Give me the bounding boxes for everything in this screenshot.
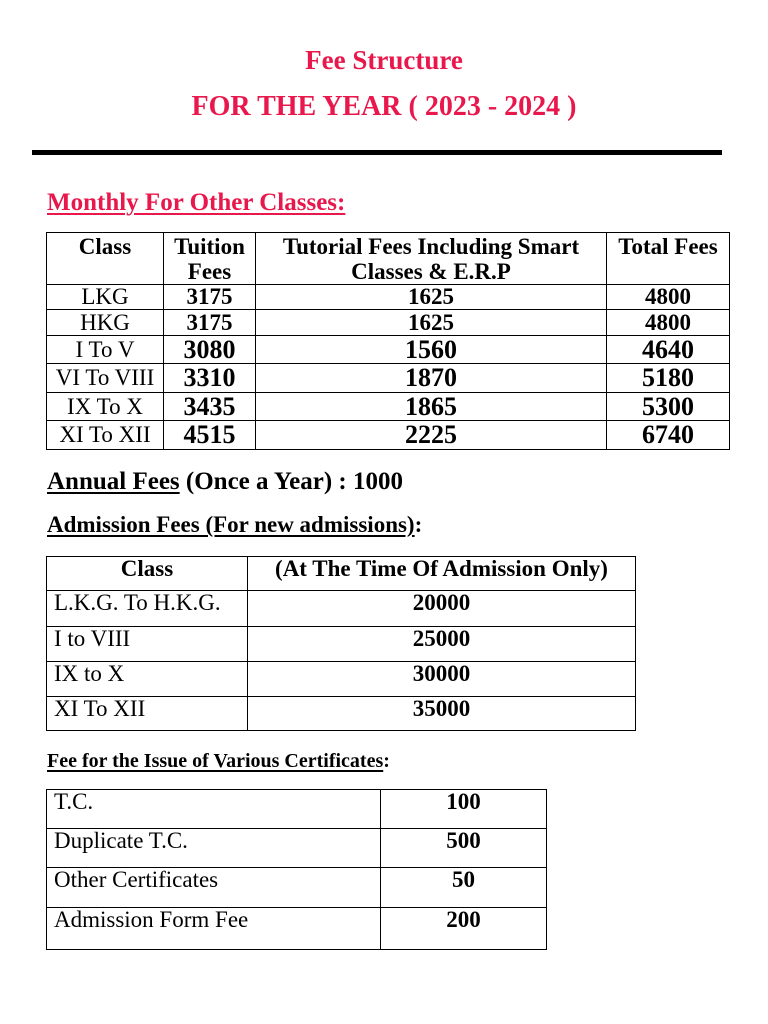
document-title: Fee Structure xyxy=(305,45,463,75)
class-cell: I To V xyxy=(47,336,164,364)
certificate-fees-heading-label: Fee for the Issue of Various Certificates xyxy=(47,750,384,772)
class-cell: I to VIII xyxy=(47,627,248,662)
certificate-fees-heading xyxy=(47,748,390,774)
certificate-fees-heading-colon: : xyxy=(383,750,390,772)
column-header-class: Class xyxy=(47,557,248,591)
class-cell: L.K.G. To H.K.G. xyxy=(47,591,248,627)
certificate-fee-cell: 50 xyxy=(381,868,547,908)
class-cell: IX To X xyxy=(47,393,164,421)
total-fee-cell: 5300 xyxy=(607,393,730,421)
certificate-item-cell: Duplicate T.C. xyxy=(47,829,381,868)
annual-fees-detail: (Once a Year) : 1000 xyxy=(185,468,403,495)
column-header-tuition-fees: Tuition Fees xyxy=(164,233,256,285)
admission-fee-cell: 35000 xyxy=(248,697,636,731)
certificate-item-cell: T.C. xyxy=(47,790,381,829)
certificate-fee-cell: 100 xyxy=(381,790,547,829)
certificate-item-cell: Other Certificates xyxy=(47,868,381,908)
admission-fees-heading xyxy=(47,511,422,539)
column-header-admission-fee: (At The Time Of Admission Only) xyxy=(248,557,636,591)
admission-fee-cell: 30000 xyxy=(248,662,636,697)
annual-fees-line xyxy=(47,467,403,497)
tuition-fee-cell: 3080 xyxy=(164,336,256,364)
admission-fees-heading-colon: : xyxy=(414,512,423,537)
monthly-fees-table xyxy=(46,232,730,450)
monthly-fees-heading: Monthly For Other Classes: xyxy=(47,189,346,216)
annual-fees-label: Annual Fees xyxy=(47,468,180,495)
certificate-fee-cell: 200 xyxy=(381,908,547,950)
tuition-fee-cell: 3175 xyxy=(164,285,256,310)
class-cell: XI To XII xyxy=(47,697,248,731)
admission-fee-cell: 25000 xyxy=(248,627,636,662)
column-header-total-fees: Total Fees xyxy=(607,233,730,285)
admission-fee-cell: 20000 xyxy=(248,591,636,627)
tuition-fee-cell: 4515 xyxy=(164,421,256,450)
class-cell: VI To VIII xyxy=(47,364,164,393)
tutorial-fee-cell: 1560 xyxy=(256,336,607,364)
tutorial-fee-cell: 1625 xyxy=(256,310,607,336)
class-cell: IX to X xyxy=(47,662,248,697)
total-fee-cell: 4800 xyxy=(607,310,730,336)
total-fee-cell: 4800 xyxy=(607,285,730,310)
header-divider xyxy=(32,150,722,155)
class-cell: HKG xyxy=(47,310,164,336)
certificate-fee-cell: 500 xyxy=(381,829,547,868)
class-cell: XI To XII xyxy=(47,421,164,450)
tutorial-fee-cell: 1870 xyxy=(256,364,607,393)
total-fee-cell: 4640 xyxy=(607,336,730,364)
total-fee-cell: 6740 xyxy=(607,421,730,450)
academic-year-line: FOR THE YEAR ( 2023 - 2024 ) xyxy=(191,91,577,122)
tuition-fee-cell: 3310 xyxy=(164,364,256,393)
total-fee-cell: 5180 xyxy=(607,364,730,393)
tuition-fee-cell: 3435 xyxy=(164,393,256,421)
column-header-class: Class xyxy=(47,233,164,285)
column-header-tutorial-fees: Tutorial Fees Including Smart Classes & E.R.P xyxy=(256,233,607,285)
admission-fees-table xyxy=(46,556,636,731)
admission-fees-heading-label: Admission Fees (For new admissions) xyxy=(47,512,415,537)
tutorial-fee-cell: 1625 xyxy=(256,285,607,310)
tuition-fee-cell: 3175 xyxy=(164,310,256,336)
class-cell: LKG xyxy=(47,285,164,310)
tutorial-fee-cell: 2225 xyxy=(256,421,607,450)
certificate-item-cell: Admission Form Fee xyxy=(47,908,381,950)
tutorial-fee-cell: 1865 xyxy=(256,393,607,421)
certificate-fees-table xyxy=(46,789,547,950)
